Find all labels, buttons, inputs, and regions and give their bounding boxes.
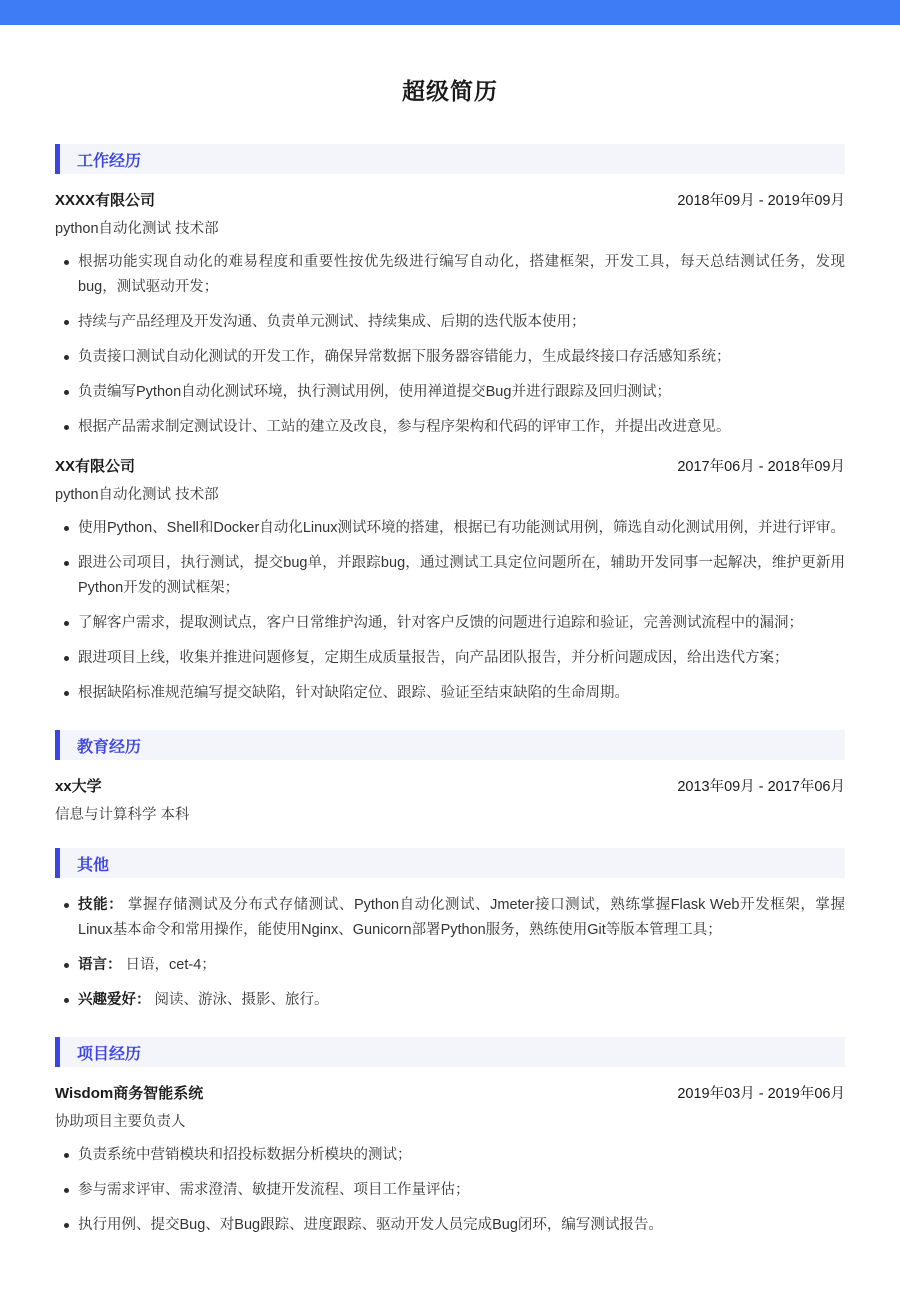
bullet-label: 兴趣爱好： bbox=[78, 992, 151, 1008]
bullet-item: 负责系统中营销模块和招投标数据分析模块的测试； bbox=[55, 1143, 845, 1168]
entry-header bbox=[55, 189, 845, 210]
project-name: Wisdom商务智能系统 bbox=[55, 1085, 204, 1102]
bullet-text: 日语，cet-4； bbox=[121, 957, 216, 973]
section-title-work: 工作经历 bbox=[77, 152, 142, 170]
bullet-item: 负责接口测试自动化测试的开发工作，确保异常数据下服务器容错能力，生成最终接口存活感知系统； bbox=[55, 345, 845, 370]
section-projects bbox=[55, 1037, 845, 1238]
entry-date-range: 2017年06月 - 2018年09月 bbox=[677, 459, 845, 475]
section-title-other: 其他 bbox=[77, 856, 110, 874]
section-header-work bbox=[55, 144, 845, 174]
project-role: 协助项目主要负责人 bbox=[55, 1114, 186, 1130]
top-accent-bar bbox=[0, 0, 900, 25]
entry-date-range: 2018年09月 - 2019年09月 bbox=[677, 193, 845, 209]
entry-header bbox=[55, 775, 845, 796]
bullet-text: 阅读、游泳、摄影、旅行。 bbox=[150, 992, 329, 1008]
education-entry bbox=[55, 775, 845, 824]
project-entry bbox=[55, 1082, 845, 1238]
section-header-other bbox=[55, 848, 845, 878]
bullet-item: 使用Python、Shell和Docker自动化Linux测试环境的搭建，根据已有功能测试用例，筛选自动化测试用例，并进行评审。 bbox=[55, 516, 845, 541]
entry-bullet-list bbox=[55, 250, 845, 440]
company-name: XXXX有限公司 bbox=[55, 192, 156, 209]
entry-bullet-list bbox=[55, 1143, 845, 1238]
bullet-item-hobbies bbox=[55, 988, 845, 1013]
bullet-item: 参与需求评审、需求澄清、敏捷开发流程、项目工作量评估； bbox=[55, 1178, 845, 1203]
entry-date-range: 2019年03月 - 2019年06月 bbox=[677, 1086, 845, 1102]
bullet-label: 技能： bbox=[78, 897, 124, 913]
school-name: xx大学 bbox=[55, 778, 102, 795]
section-header-education bbox=[55, 730, 845, 760]
other-bullet-list bbox=[55, 893, 845, 1013]
bullet-item: 根据功能实现自动化的难易程度和重要性按优先级进行编写自动化，搭建框架，开发工具，每天总结测试任务，发现bug，测试驱动开发； bbox=[55, 250, 845, 300]
bullet-item-languages bbox=[55, 953, 845, 978]
section-title-projects: 项目经历 bbox=[77, 1045, 142, 1063]
work-entry-2 bbox=[55, 455, 845, 706]
section-education bbox=[55, 730, 845, 824]
degree-major: 信息与计算科学 本科 bbox=[55, 807, 190, 823]
bullet-item: 了解客户需求，提取测试点，客户日常维护沟通，针对客户反馈的问题进行追踪和验证，完善测试流程中的漏洞； bbox=[55, 611, 845, 636]
entry-role: python自动化测试 技术部 bbox=[55, 221, 219, 237]
work-entry-1 bbox=[55, 189, 845, 440]
section-other bbox=[55, 848, 845, 1013]
page-title: 超级简历 bbox=[402, 78, 498, 104]
bullet-item-skills bbox=[55, 893, 845, 943]
bullet-item: 持续与产品经理及开发沟通、负责单元测试、持续集成、后期的迭代版本使用； bbox=[55, 310, 845, 335]
entry-header bbox=[55, 1082, 845, 1103]
section-header-projects bbox=[55, 1037, 845, 1067]
entry-date-range: 2013年09月 - 2017年06月 bbox=[677, 779, 845, 795]
section-work-experience bbox=[55, 144, 845, 706]
entry-header bbox=[55, 455, 845, 476]
entry-role: python自动化测试 技术部 bbox=[55, 487, 219, 503]
bullet-item: 跟进公司项目，执行测试，提交bug单，并跟踪bug，通过测试工具定位问题所在，辅助开发同事一起解决，维护更新用Python开发的测试框架； bbox=[55, 551, 845, 601]
bullet-item: 根据产品需求制定测试设计、工站的建立及改良，参与程序架构和代码的评审工作，并提出改进意见。 bbox=[55, 415, 845, 440]
entry-bullet-list bbox=[55, 516, 845, 706]
section-title-education: 教育经历 bbox=[77, 738, 142, 756]
bullet-item: 执行用例、提交Bug、对Bug跟踪、进度跟踪、驱动开发人员完成Bug闭环，编写测试报告。 bbox=[55, 1213, 845, 1238]
bullet-label: 语言： bbox=[78, 957, 122, 973]
bullet-item: 跟进项目上线，收集并推进问题修复，定期生成质量报告，向产品团队报告，并分析问题成因，给出迭代方案； bbox=[55, 646, 845, 671]
company-name: XX有限公司 bbox=[55, 458, 136, 475]
bullet-item: 根据缺陷标准规范编写提交缺陷，针对缺陷定位、跟踪、验证至结束缺陷的生命周期。 bbox=[55, 681, 845, 706]
bullet-text: 掌握存储测试及分布式存储测试、Python自动化测试、Jmeter接口测试，熟练掌握Flask Web开发框架，掌握Linux基本命令和常用操作，能使用Nginx、Gunicorn部署Python服务，熟练使用Git等版本管理工具； bbox=[78, 897, 845, 938]
resume-body bbox=[0, 106, 900, 1238]
bullet-item: 负责编写Python自动化测试环境，执行测试用例，使用禅道提交Bug并进行跟踪及回归测试； bbox=[55, 380, 845, 405]
